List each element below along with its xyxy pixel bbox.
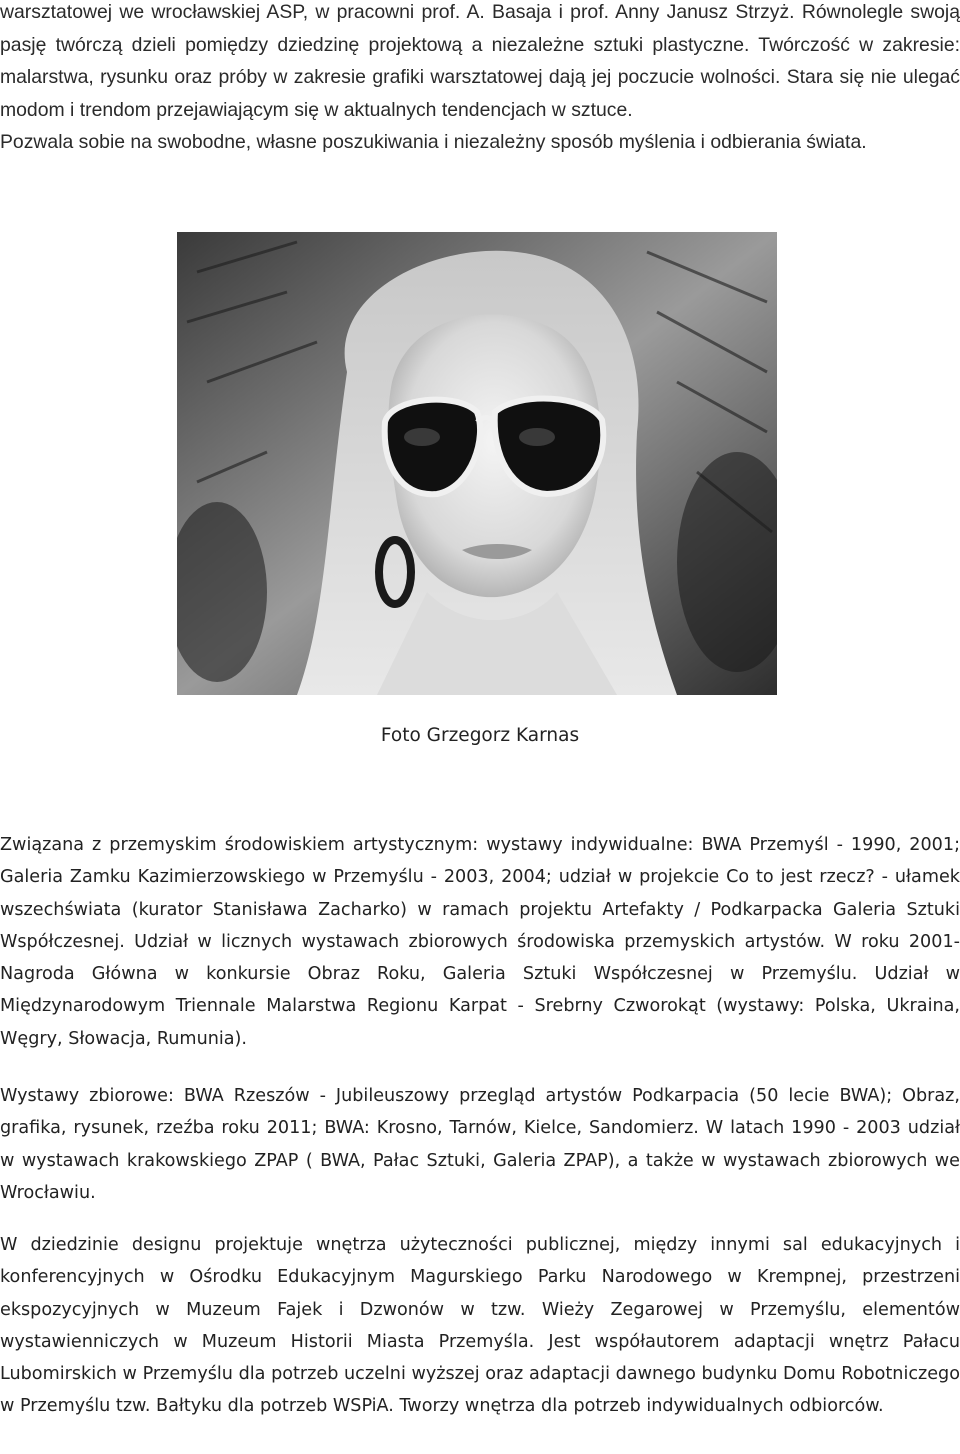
paragraph-group-exhibitions: Wystawy zbiorowe: BWA Rzeszów - Jubileuszowy przegląd artystów Podkarpacia (50 lecie BWA); Obraz, grafika, rysunek, rzeźba roku 2011; BWA: Krosno, Tarnów, Kielce, Sandomierz. W latach 1990 - 2003 udział w wystawach krakowskiego ZPAP ( BWA, Pałac Sztuki, Galeria ZPAP), a także w wystawach zbiorowych we Wrocławiu. (0, 1086, 960, 1203)
intro-last-line: Pozwala sobie na swobodne, własne poszukiwania i niezależny sposób myślenia i odbierania świata. (0, 131, 867, 153)
photo-caption: Foto Grzegorz Karnas (380, 725, 580, 746)
intro-text: warsztatowej we wrocławskiej ASP, w pracowni prof. A. Basaja i prof. Anny Janusz Strzyż. Równolegle swoją pasję twórczą dzieli pomiędzy dziedzinę projektową a niezależne sztuki plastyczne. Twórczość w zakresie: malarstwa, rysunku oraz próby w zakresie grafiki warsztatowej dają jej poczucie wolności. Stara się nie ulegać modom i trendom przejawiającym się w aktualnych tendencjach w sztuce. (0, 1, 960, 121)
paragraph-design: W dziedzinie designu projektuje wnętrza użyteczności publicznej, między innymi sal edukacyjnych i konferencyjnych w Ośrodku Edukacyjnym Magurskiego Parku Narodowego w Krempnej, przestrzeni ekspozycyjnych w Muzeum Fajek i Dzwonów w tzw. Wieży Zegarowej w Przemyślu, elementów wystawienniczych w Muzeum Historii Miasta Przemyśla. Jest współautorem adaptacji wnętrz Pałacu Lubomirskich w Przemyślu dla potrzeb uczelni wyższej oraz adaptacji dawnego budynku Domu Robotniczego w Przemyślu tzw. Bałtyku dla potrzeb WSPiA. Tworzy wnętrza dla potrzeb indywidualnych odbiorców. (0, 1235, 960, 1417)
portrait-photo (177, 232, 777, 695)
portrait-photo-icon (177, 232, 777, 695)
paragraph-exhibitions-przemysl: Związana z przemyskim środowiskiem artystycznym: wystawy indywidualne: BWA Przemyśl - 1990, 2001; Galeria Zamku Kazimierzowskiego w Przemyślu - 2003, 2004; udział w projekcie Co to jest rzecz? - ułamek wszechświata (kurator Stanisława Zacharko) w ramach projektu Artefakty / Podkarpacka Galeria Sztuki Współczesnej. Udział w licznych wystawach zbiorowych środowiska przemyskich artystów. W roku 2001- Nagroda Główna w konkursie Obraz Roku, Galeria Sztuki Współczesnej w Przemyślu. Udział w Międzynarodowym Triennale Malarstwa Regionu Karpat - Srebrny Czworokąt (wystawy: Polska, Ukraina, Węgry, Słowacja, Rumunia). (0, 835, 960, 1049)
intro-paragraph (0, 0, 960, 159)
